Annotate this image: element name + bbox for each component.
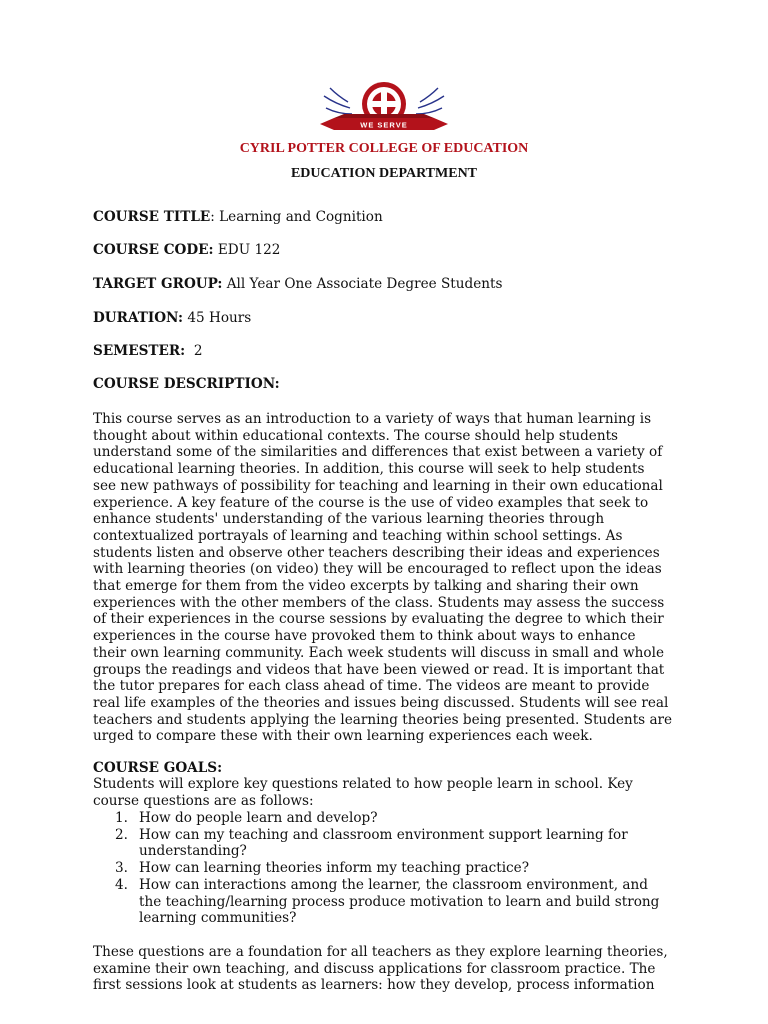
course-goals-heading: COURSE GOALS:	[93, 760, 223, 776]
paragraph-line: experiences in the course have provoked them to think about ways to enhance	[93, 628, 636, 645]
target-group-value: All Year One Associate Degree Students	[222, 276, 503, 292]
motto-text: WE SERVE	[360, 120, 408, 130]
course-code-value: EDU 122	[213, 242, 281, 258]
course-title-label: COURSE TITLE	[93, 209, 211, 225]
semester-label: SEMESTER:	[93, 343, 186, 359]
paragraph-line: educational learning theories. In addition, this course will seek to help students	[93, 461, 645, 478]
paragraph-line: groups the readings and videos that have been viewed or read. It is important that	[93, 661, 665, 678]
paragraph-line: experiences with the other members of the class. Students may assess the success	[93, 594, 665, 611]
paragraph-line: These questions are a foundation for all teachers as they explore learning theories,	[93, 944, 668, 960]
course-description-heading: COURSE DESCRIPTION:	[93, 376, 280, 392]
paragraph-line: students listen and observe other teachers describing their ideas and experiences	[93, 544, 660, 561]
duration-value: 45 Hours	[183, 310, 252, 326]
paragraph-line: examine their own teaching, and discuss applications for classroom practice. The	[93, 960, 656, 977]
list-item: 4. How can interactions among the learner, the classroom environment, and the teaching/learning process produce motivation to learn and build strong learning communities?	[115, 876, 660, 927]
college-logo	[314, 78, 454, 136]
paragraph-line: that emerge for them from the video excerpts by talking and sharing their own	[93, 578, 639, 595]
duration-field	[93, 310, 251, 327]
list-number: 1.	[115, 810, 128, 826]
paragraph-line: real life examples of the theories and issues being discussed. Students will see real	[93, 694, 669, 711]
target-group-field	[93, 276, 502, 293]
semester-field	[93, 343, 203, 360]
paragraph-line: contextualized portrayals of learning and teaching within school settings. As	[93, 527, 623, 544]
course-title-field	[93, 209, 383, 226]
paragraph-line: of their experiences in the course sessions by evaluating the degree to which their	[93, 611, 664, 628]
list-number: 4.	[115, 876, 128, 893]
department-name: EDUCATION DEPARTMENT	[290, 166, 478, 181]
target-group-label: TARGET GROUP:	[93, 276, 223, 292]
course-description-body	[93, 411, 681, 745]
list-item: 3. How can learning theories inform my teaching practice?	[115, 860, 529, 877]
duration-label: DURATION:	[93, 310, 184, 326]
list-number: 3.	[115, 860, 128, 877]
paragraph-line: first sessions look at students as learners: how they develop, process information	[93, 977, 655, 994]
laurel-right-icon	[416, 88, 444, 114]
paragraph-line: experience. A key feature of the course is the use of video examples that seek to	[93, 494, 649, 511]
course-goals-list	[93, 810, 693, 927]
course-goals-intro	[93, 776, 681, 809]
paragraph-line: their own learning community. Each week students will discuss in small and whole	[93, 644, 664, 661]
paragraph-line: This course serves as an introduction to a variety of ways that human learning is	[93, 411, 652, 427]
paragraph-line: understand some of the similarities and differences that exist between a variety of	[93, 444, 663, 461]
course-code-label: COURSE CODE:	[93, 242, 214, 258]
paragraph-line: the tutor prepares for each class ahead of time. The videos are meant to provide	[93, 678, 650, 695]
college-name: CYRIL POTTER COLLEGE OF EDUCATION	[239, 141, 529, 156]
list-number: 2.	[115, 826, 128, 843]
paragraph-line: urged to compare these with their own learning experiences each week.	[93, 728, 593, 745]
paragraph-line: enhance students' understanding of the various learning theories through	[93, 511, 605, 528]
laurel-left-icon	[324, 88, 352, 114]
paragraph-line: course questions are as follows:	[93, 792, 314, 809]
list-item: 2. How can my teaching and classroom environment support learning for understanding?	[115, 826, 628, 860]
closing-paragraph	[93, 944, 681, 994]
list-item: 1. How do people learn and develop?	[115, 810, 378, 826]
semester-value: 2	[185, 343, 203, 359]
paragraph-line: teachers and students applying the learning theories being presented. Students are	[93, 711, 673, 728]
paragraph-line: Students will explore key questions related to how people learn in school. Key	[93, 776, 633, 792]
paragraph-line: thought about within educational contexts. The course should help students	[93, 427, 619, 444]
course-title-value: : Learning and Cognition	[210, 209, 383, 225]
paragraph-line: see new pathways of possibility for teaching and learning in their own educational	[93, 477, 663, 494]
paragraph-line: with learning theories (on video) they will be encouraged to reflect upon the ideas	[93, 561, 662, 578]
course-code-field	[93, 242, 280, 259]
